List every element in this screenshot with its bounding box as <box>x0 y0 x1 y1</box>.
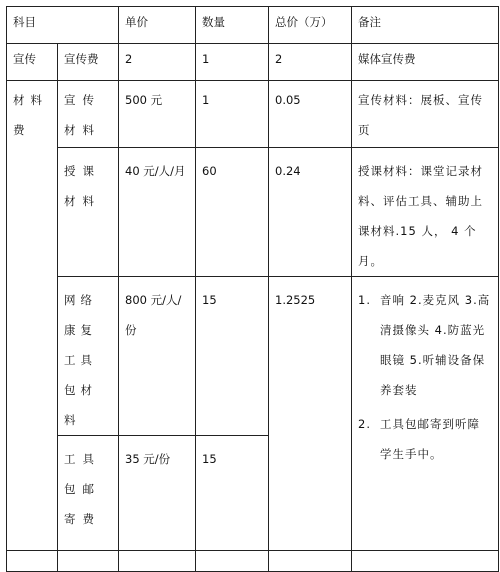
header-total: 总价（万） <box>269 7 352 44</box>
empty-cell <box>269 551 352 572</box>
header-unit-price: 单价 <box>119 7 196 44</box>
qty-promo-fee: 1 <box>196 44 269 81</box>
category-materials: 材料费 <box>7 81 58 551</box>
note-item-1 <box>358 285 492 405</box>
note-item-1-text: 音响 2.麦克风 3.高清摄像头 4.防蓝光眼镜 5.听辅设备保养套装 <box>380 293 491 397</box>
empty-cell <box>119 551 196 572</box>
table-row-continued <box>7 551 499 572</box>
empty-cell <box>58 551 119 572</box>
table-row-promo-material <box>7 81 499 148</box>
item-rehab-kit: 网络康复工具包材料 <box>58 277 119 436</box>
item-promo-material: 宣传材料 <box>58 81 119 148</box>
total-promo-material: 0.05 <box>269 81 352 148</box>
table-row-teaching-material <box>7 148 499 277</box>
table-row-rehab-kit <box>7 277 499 436</box>
empty-cell <box>7 551 58 572</box>
item-kit-postage: 工具包邮寄费 <box>58 436 119 551</box>
note-item-2-text: 工具包邮寄到听障学生手中。 <box>380 417 480 461</box>
price-promo-fee: 2 <box>119 44 196 81</box>
qty-kit-postage: 15 <box>196 436 269 551</box>
note-item-2 <box>358 409 492 469</box>
note-teaching-material: 授课材料：课堂记录材料、评估工具、辅助上课材料.15 人， 4 个月。 <box>352 148 499 277</box>
note-promo-material: 宣传材料：展板、宣传页 <box>352 81 499 148</box>
qty-promo-material: 1 <box>196 81 269 148</box>
header-quantity: 数量 <box>196 7 269 44</box>
category-promo: 宣传 <box>7 44 58 81</box>
item-promo-fee: 宣传费 <box>58 44 119 81</box>
qty-teaching-material: 60 <box>196 148 269 277</box>
price-rehab-kit: 800 元/人/份 <box>119 277 196 436</box>
note-item-1-number: 1. <box>358 293 371 307</box>
header-remarks: 备注 <box>352 7 499 44</box>
budget-table <box>6 6 499 572</box>
rehab-kit-notes <box>358 285 492 469</box>
total-teaching-material: 0.24 <box>269 148 352 277</box>
price-kit-postage: 35 元/份 <box>119 436 196 551</box>
note-item-2-number: 2. <box>358 417 371 431</box>
total-rehab-kit: 1.2525 <box>269 277 352 551</box>
empty-cell <box>196 551 269 572</box>
header-subject: 科目 <box>7 7 119 44</box>
price-teaching-material: 40 元/人/月 <box>119 148 196 277</box>
table-row-promo <box>7 44 499 81</box>
total-promo-fee: 2 <box>269 44 352 81</box>
header-row <box>7 7 499 44</box>
item-teaching-material: 授课材料 <box>58 148 119 277</box>
note-rehab-kit <box>352 277 499 551</box>
empty-cell <box>352 551 499 572</box>
note-promo-fee: 媒体宣传费 <box>352 44 499 81</box>
qty-rehab-kit: 15 <box>196 277 269 436</box>
price-promo-material: 500 元 <box>119 81 196 148</box>
